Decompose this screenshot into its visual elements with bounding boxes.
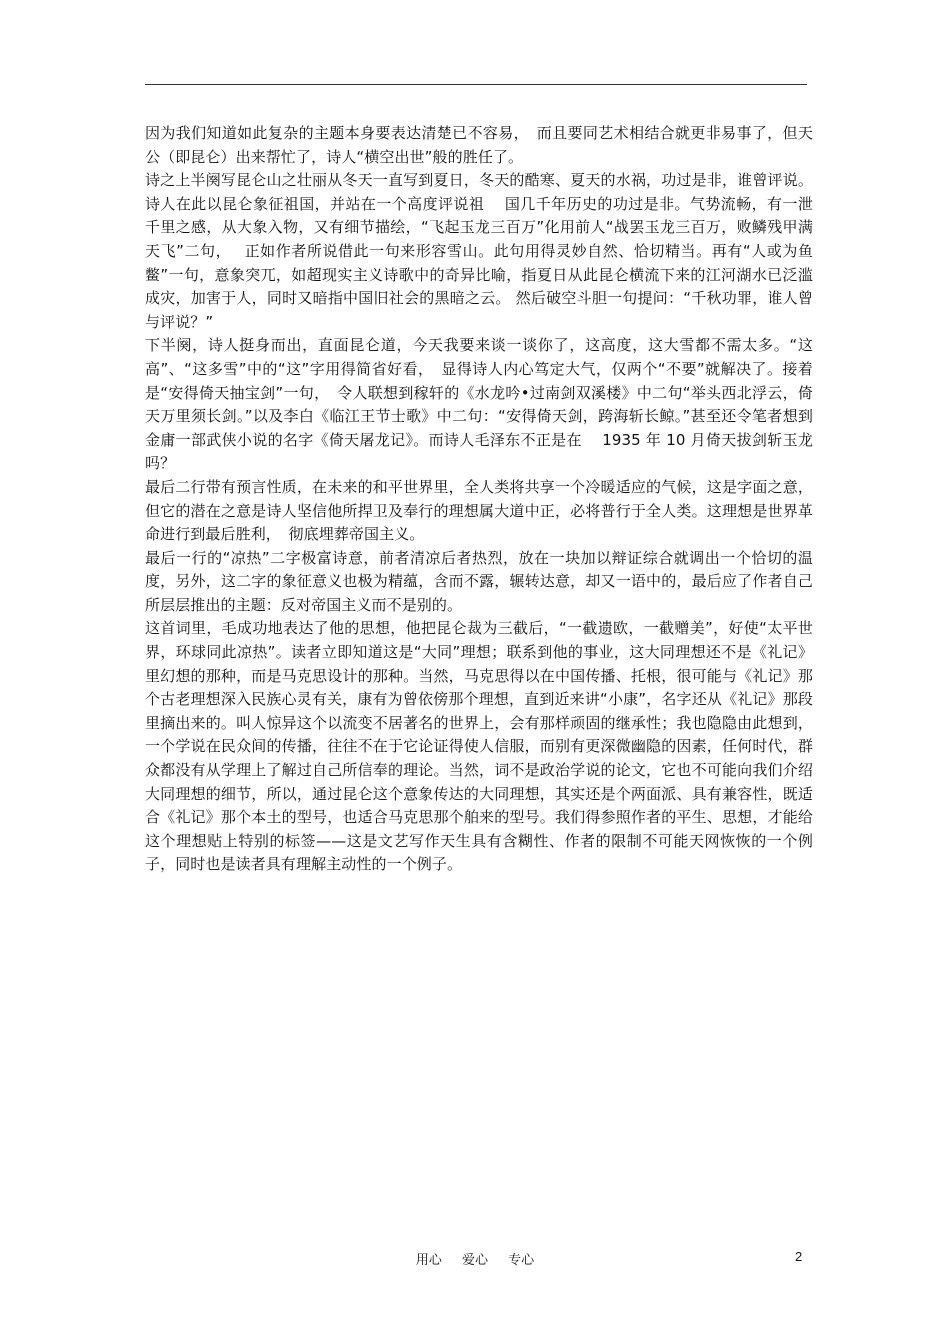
footer-word: 专心: [508, 1253, 535, 1268]
paragraph: 下半阕，诗人挺身而出，直面昆仑道，今天我要来谈一谈你了，这高度，这大雪都不需太多。“这高”、“这多雪”中的“这”字用得简省好看， 显得诗人内心笃定大气，仅两个“不要”就解决了。接着是“安得倚天抽宝剑”一句， 令人联想到稼轩的《水龙吟•过南剑双溪楼》中二句“举头西北浮云，倚天万里须长剑。”以及李白《临江王节士歌》中二句：“安得倚天剑，跨海斩长鲸。”甚至还令笔者想到金庸一部武侠小说的名字《倚天屠龙记》。而诗人毛泽东不正是在 1935 年 10 月倚天拔剑斩玉龙吗？: [145, 336, 813, 473]
paragraph: 这首词里，毛成功地表达了他的思想，他把昆仑裁为三截后，“一截遗欧，一截赠美”，好使“太平世界，环球同此凉热”。读者立即知道这是“大同”理想；联系到他的事业，这大同理想还不是《礼记》里幻想的那种，而是马克思设计的那种。当然，马克思得以在中国传播、托根，很可能与《礼记》那个古老理想深入民族心灵有关，康有为曾依傍那个理想，直到近来讲“小康”，名字还从《礼记》那段里摘出来的。叫人惊异这个以流变不居著名的世界上，会有那样顽固的继承性；我也隐隐由此想到，一个学说在民众间的传播，往往不在于它论证得使人信服，而别有更深微幽隐的因素，任何时代，群众都没有从学理上了解过自己所信奉的理论。当然，词不是政治学说的论文，它也不可能向我们介绍大同理想的细节，所以，通过昆仑这个意象传达的大同理想，其实还是个两面派、具有兼容性，既适合《礼记》那个本土的型号，也适合马克思那个舶来的型号。我们得参照作者的平生、思想，才能给这个理想贴上特别的标签——这是文艺写作天生具有含糊性、作者的限制不可能天网恢恢的一个例子，同时也是读者具有理解主动性的一个例子。: [145, 619, 813, 874]
page-footer: [0, 1249, 950, 1268]
paragraph: 因为我们知道如此复杂的主题本身要表达清楚已不容易， 而且要同艺术相结合就更非易事了，但天公（即昆仑）出来帮忙了，诗人“横空出世”般的胜任了。: [145, 124, 813, 166]
paragraph: 最后二行带有预言性质，在未来的和平世界里，全人类将共享一个冷暖适应的气候，这是字面之意，但它的潜在之意是诗人坚信他所捍卫及奉行的理想属大道中正，必将普行于全人类。这理想是世界革命进行到最后胜利， 彻底埋葬帝国主义。: [145, 477, 813, 544]
footer-word: 用心: [415, 1253, 442, 1268]
header-divider: [145, 84, 807, 85]
paragraph: 最后一行的“凉热”二字极富诗意，前者清凉后者热烈，放在一块加以辩证综合就调出一个恰切的温度，另外，这二字的象征意义也极为精蕴，含而不露，辗转达意，却又一语中的，最后应了作者自己所层层推出的主题：反对帝国主义而不是别的。: [145, 548, 813, 614]
footer-word: 爱心: [461, 1253, 488, 1268]
paragraph: 诗之上半阕写昆仑山之壮丽从冬天一直写到夏日，冬天的酷寒、夏天的水祸，功过是非，谁曾评说。诗人在此以昆仑象征祖国，并站在一个高度评说祖 国几千年历史的功过是非。气势流畅，有一泄千里之感，从大象入物，又有细节描绘，“飞起玉龙三百万”化用前人“战罢玉龙三百万，败鳞残甲满天飞”二句， 正如作者所说借此一句来形容雪山。此句用得灵妙自然、恰切精当。再有“人或为鱼鳖”一句，意象突兀，如超现实主义诗歌中的奇异比喻，指夏日从此昆仑横流下来的江河湖水已泛滥成灾，加害于人，同时又暗指中国旧社会的黑暗之云。 然后破空斗胆一句提问：“千秋功罪，谁人曾与评说？”: [145, 171, 813, 331]
page-number: 2: [795, 1249, 803, 1264]
article-body: [145, 122, 813, 877]
